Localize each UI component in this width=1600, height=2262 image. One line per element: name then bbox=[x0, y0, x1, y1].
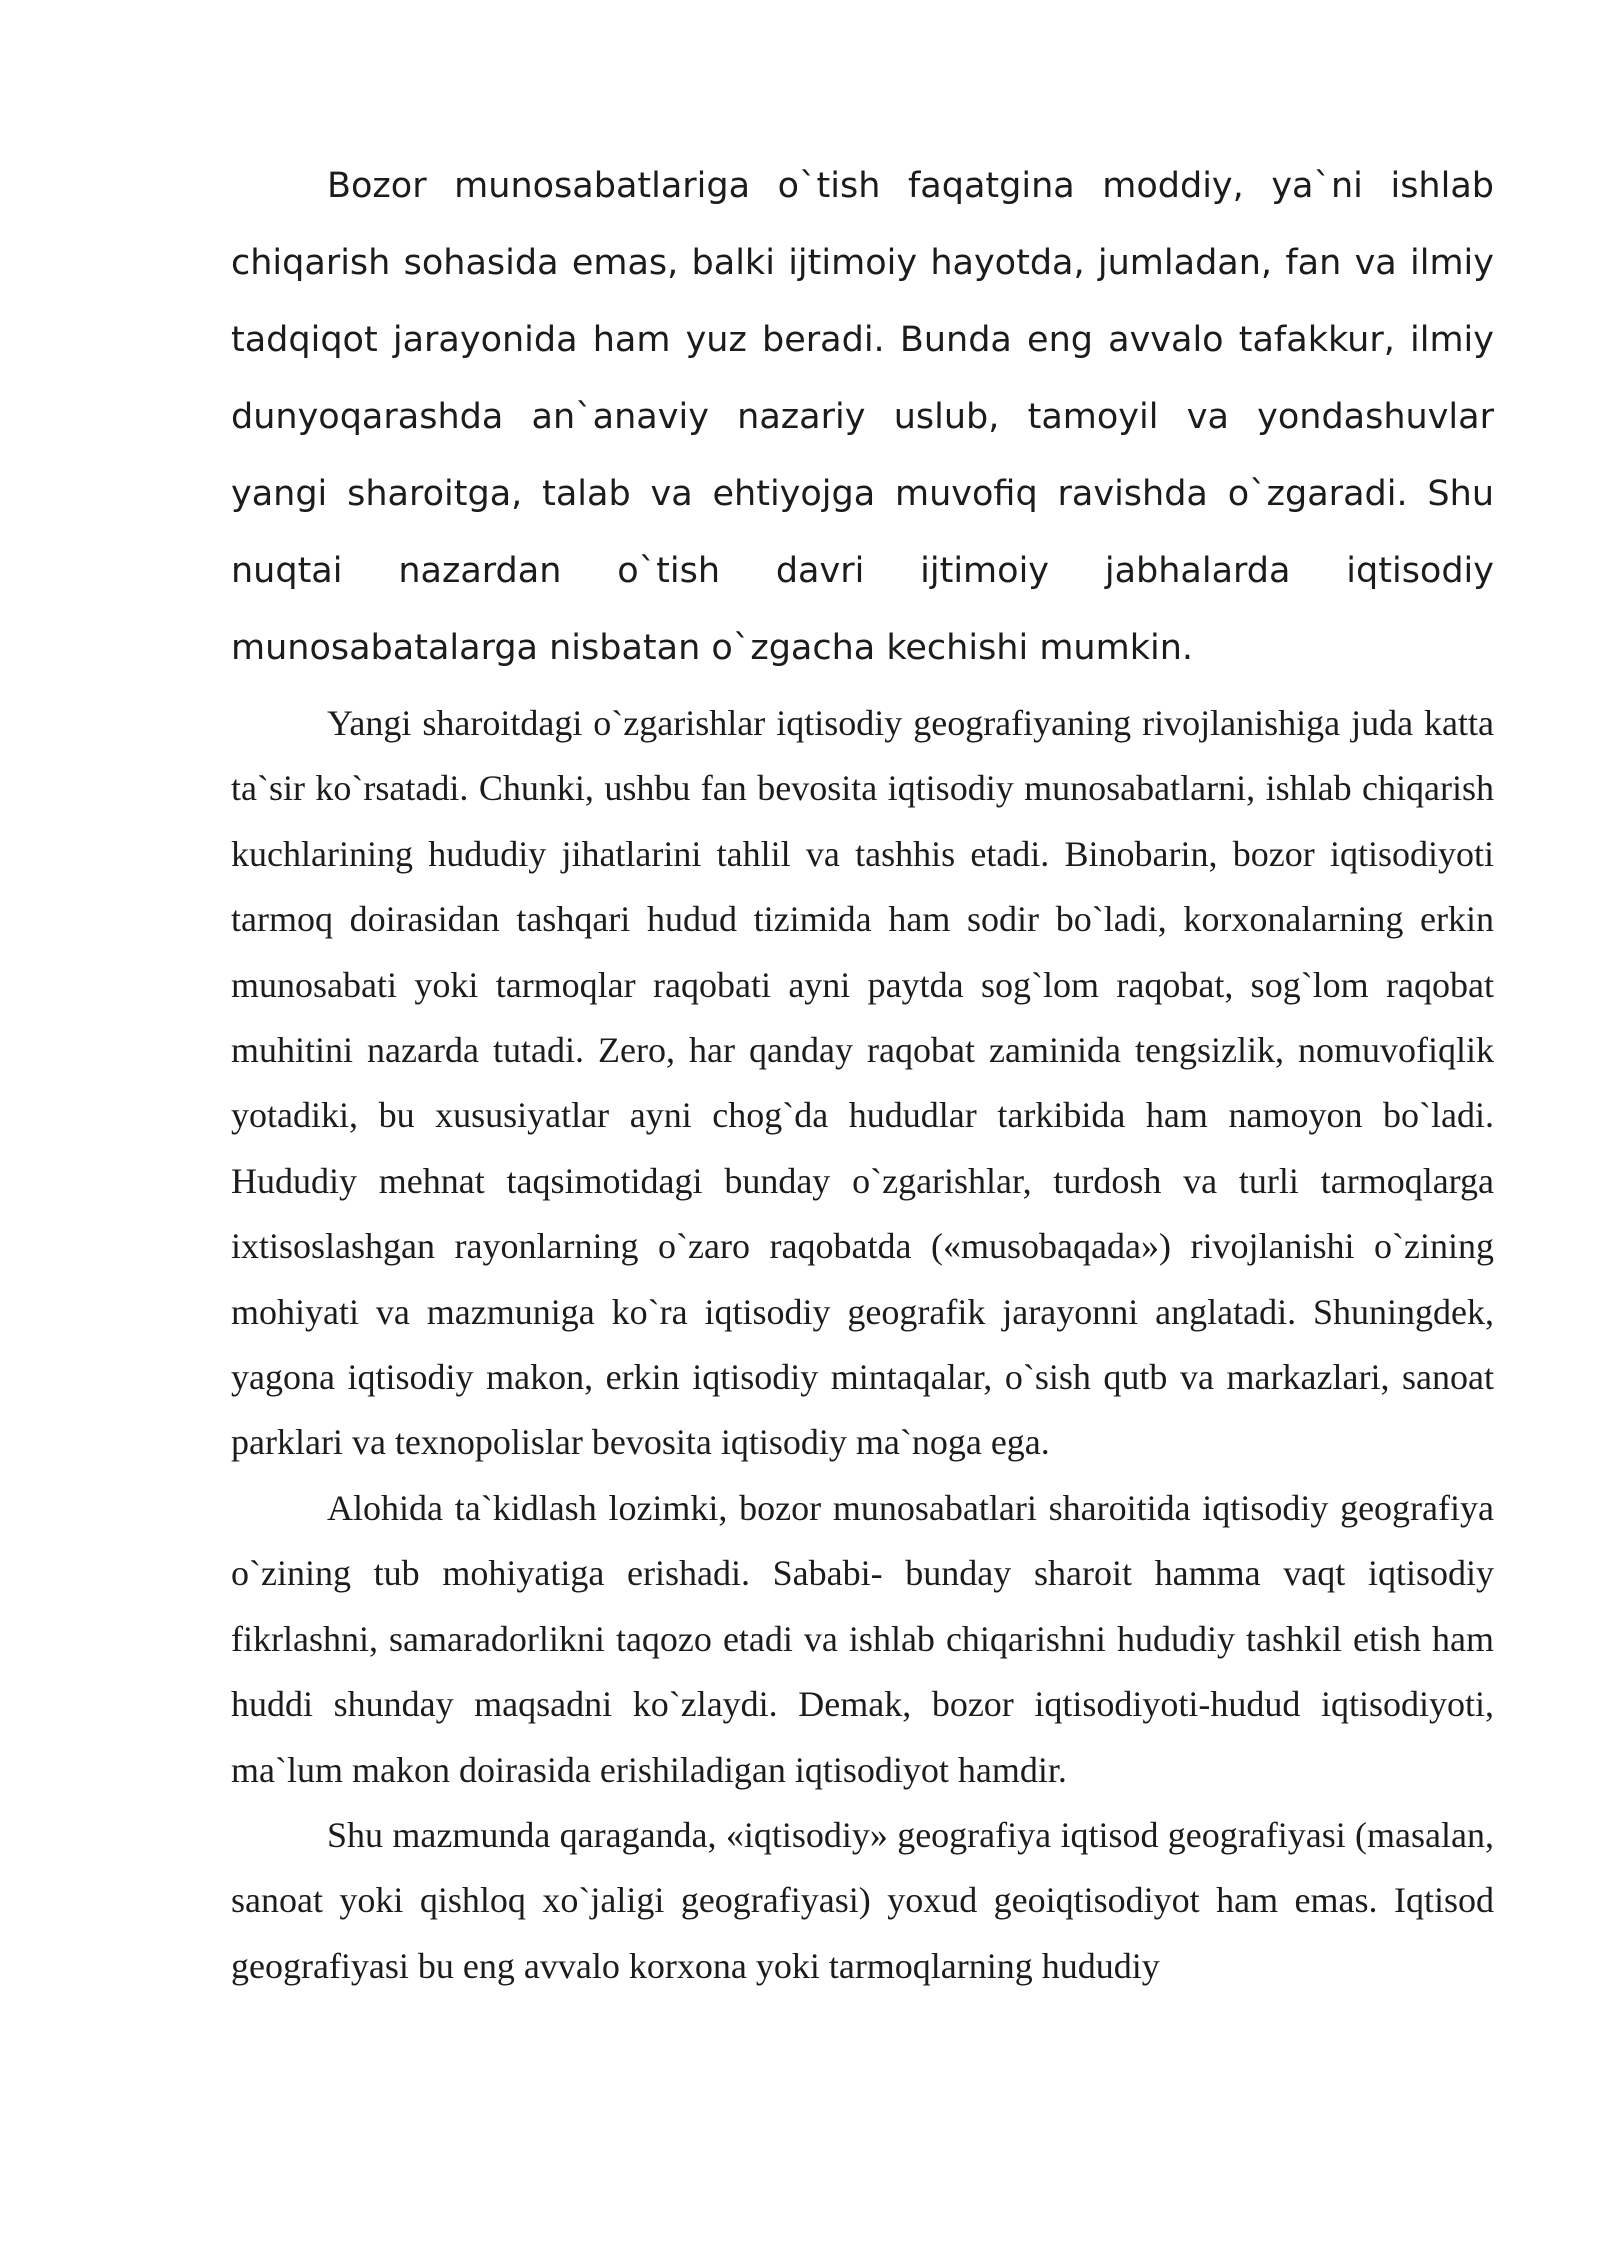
document-body bbox=[231, 148, 1494, 1999]
paragraph-1: Bozor munosabatlariga o`tish faqatgina moddiy, ya`ni ishlab chiqarish sohasida emas, balki ijtimoiy hayotda, jumladan, fan va ilmiy tadqiqot jarayonida ham yuz beradi. Bunda eng avvalo tafakkur, ilmiy dunyoqarashda an`anaviy nazariy uslub, tamoyil va yondashuvlar yangi sharoitga, talab va ehtiyojga muvofiq ravishda o`zgaradi. Shu nuqtai nazardan o`tish davri ijtimoiy jabhalarda iqtisodiy munosabatalarga nisbatan o`zgacha kechishi mumkin. bbox=[231, 166, 1494, 668]
paragraph-2: Yangi sharoitdagi o`zgarishlar iqtisodiy geografiyaning rivojlanishiga juda katta ta`sir ko`rsatadi. Chunki, ushbu fan bevosita iqtisodiy munosabatlarni, ishlab chiqarish kuchlarining hududiy jihatlarini tahlil va tashhis etadi. Binobarin, bozor iqtisodiyoti tarmoq doirasidan tashqari hudud tizimida ham sodir bo`ladi, korxonalarning erkin munosabati yoki tarmoqlar raqobati ayni paytda sog`lom raqobat, sog`lom raqobat muhitini nazarda tutadi. Zero, har qanday raqobat zaminida tengsizlik, nomuvofiqlik yotadiki, bu xususiyatlar ayni chog`da hududlar tarkibida ham namoyon bo`ladi. Hududiy mehnat taqsimotidagi bunday o`zgarishlar, turdosh va turli tarmoqlarga ixtisoslashgan rayonlarning o`zaro raqobatda («musobaqada») rivojlanishi o`zining mohiyati va mazmuniga ko`ra iqtisodiy geografik jarayonni anglatadi. Shuningdek, yagona iqtisodiy makon, erkin iqtisodiy mintaqalar, o`sish qutb va markazlari, sanoat parklari va texnopolislar bevosita iqtisodiy ma`noga ega. bbox=[231, 703, 1494, 1463]
paragraph-3: Alohida ta`kidlash lozimki, bozor munosabatlari sharoitida iqtisodiy geografiya o`zining tub mohiyatiga erishadi. Sababi- bunday sharoit hamma vaqt iqtisodiy fikrlashni, samaradorlikni taqozo etadi va ishlab chiqarishni hududiy tashkil etish ham huddi shunday maqsadni ko`zlaydi. Demak, bozor iqtisodiyoti-hudud iqtisodiyoti, ma`lum makon doirasida erishiladigan iqtisodiyot hamdir. bbox=[231, 1487, 1494, 1790]
paragraph-4: Shu mazmunda qaraganda, «iqtisodiy» geografiya iqtisod geografiyasi (masalan, sanoat yoki qishloq xo`jaligi geografiyasi) yoxud geoiqtisodiyot ham emas. Iqtisod geografiyasi bu eng avvalo korxona yoki tarmoqlarning hududiy bbox=[231, 1814, 1494, 1986]
